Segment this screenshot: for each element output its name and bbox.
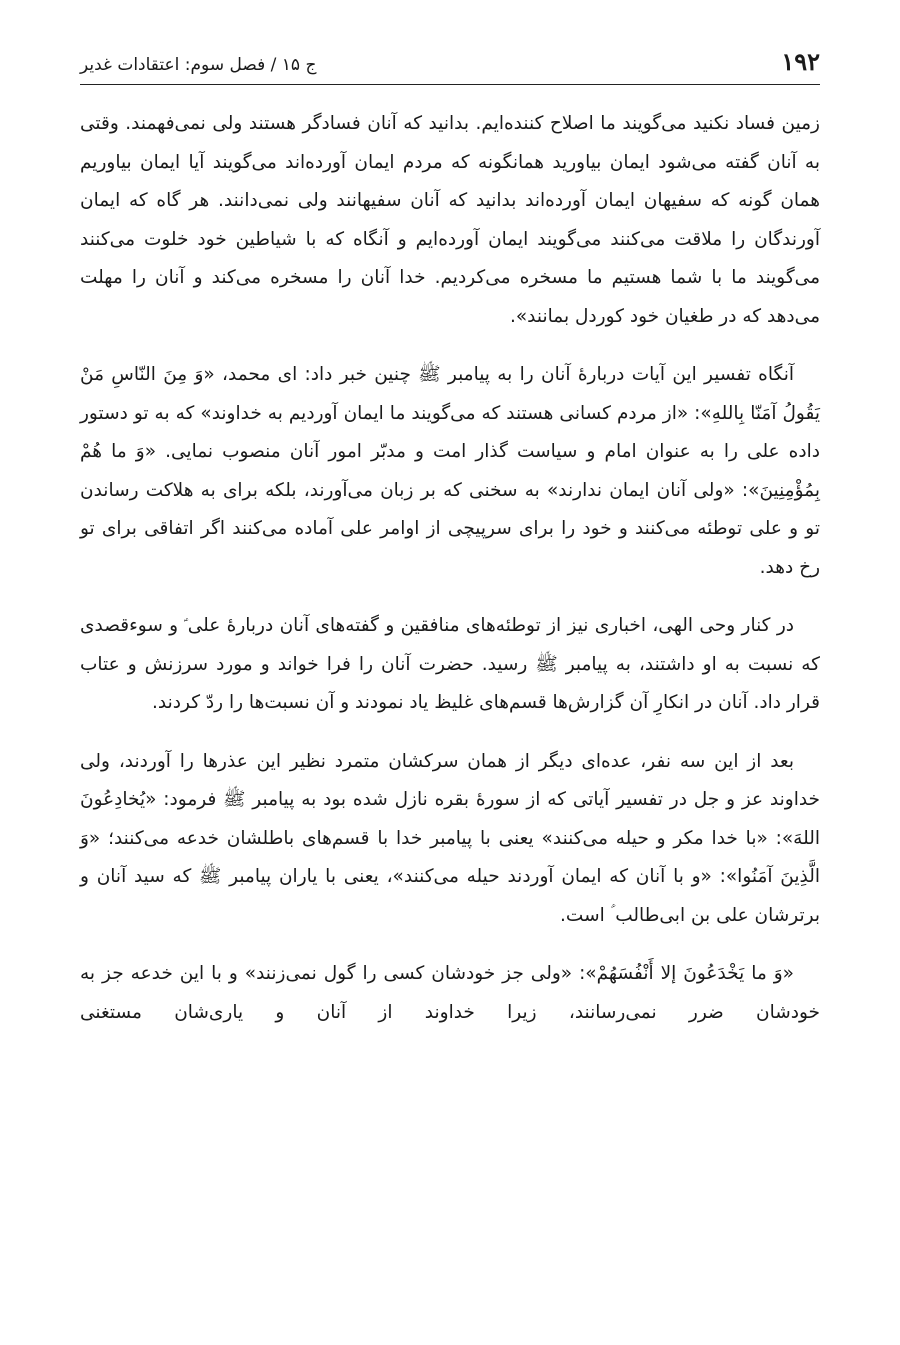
page-header xyxy=(80,34,820,85)
paragraph: در کنار وحی الهی، اخباری نیز از توطئه‌های منافقین و گفته‌های آنان دربارهٔ علی ؑ و سوءقصدی که نسبت به او داشتند، به پیامبر ﷺ رسید. حضرت آنان را فرا خواند و مورد سرزنش و عتاب قرار داد. آنان در انکارِ آن گزارش‌ها قسم‌های غلیظ یاد نمودند و آن نسبت‌ها را ردّ کردند. xyxy=(80,615,820,713)
paragraph: آنگاه تفسیر این آیات دربارهٔ آنان را به پیامبر ﷺ چنین خبر داد: ای محمد، «وَ مِنَ النّاسِ مَنْ یَقُولُ آمَنّا بِاللهِ»: «از مردم کسانی هستند که می‌گویند ما ایمان آوردیم به خداوند» که به تو دستور داده علی را به عنوان امام و سیاست گذار امت و مدبّر امور آنان منصوب نمایی. «وَ ما هُمْ بِمُؤْمِنِینَ»: «ولی آنان ایمان ندارند» به سخنی که بر زبان می‌آورند، بلکه برای به هلاکت رساندن تو و علی توطئه می‌کنند و خود را برای سرپیچی از اوامر علی آماده می‌کنند اگر اتفاقی برای تو رخ دهد. xyxy=(80,364,820,578)
body-text xyxy=(80,105,820,1032)
paragraph: زمین فساد نکنید می‌گویند ما اصلاح کننده‌ایم. بدانید که آنان فسادگر هستند ولی نمی‌فهمند. وقتی به آنان گفته می‌شود ایمان بیاورید همانگونه که مردم ایمان آورده‌اند می‌گویند آیا ایمان بیاوریم همان گونه که سفیهان ایمان آورده‌اند بدانید که آنان سفیهانند ولی نمی‌دانند. هر گاه که ایمان آورندگان را ملاقت می‌کنند می‌گویند ایمان آورده‌ایم و آنگاه که با شیاطین خود خلوت می‌کنند می‌گویند ما با شما هستیم ما مسخره می‌کردیم. خدا آنان را مسخره می‌کند و آنان را مهلت می‌دهد که در طغیان خود کوردل بمانند». xyxy=(80,113,820,327)
running-title: ج ۱۵ / فصل سوم: اعتقادات غدیر xyxy=(80,55,317,75)
paragraph: «وَ ما یَخْدَعُونَ إلا أَنْفُسَهُمْ»: «ولی جز خودشان کسی را گول نمی‌زنند» و با این خدعه جز به خودشان ضرر نمی‌رسانند، زیرا خداوند از آنان و یاری‌شان مستغنی xyxy=(80,963,820,1023)
page-number: ۱۹۲ xyxy=(781,47,820,76)
paragraph: بعد از این سه نفر، عده‌ای دیگر از همان سرکشان متمرد نظیر این عذرها را آوردند، ولی خداوند عز و جل در تفسیر آیاتی که از سورهٔ بقره نازل شده بود به پیامبر ﷺ فرمود: «یُخادِعُونَ اللهَ»: «با خدا مکر و حیله می‌کنند» یعنی با پیامبر خدا با قسم‌های باطلشان خدعه می‌کنند؛ «وَ الَّذِینَ آمَنُوا»: «و با آنان که ایمان آوردند حیله می‌کنند»، یعنی با یاران پیامبر ﷺ که سید آنان و برترشان علی بن ابی‌طالب ؑ است. xyxy=(80,750,820,926)
